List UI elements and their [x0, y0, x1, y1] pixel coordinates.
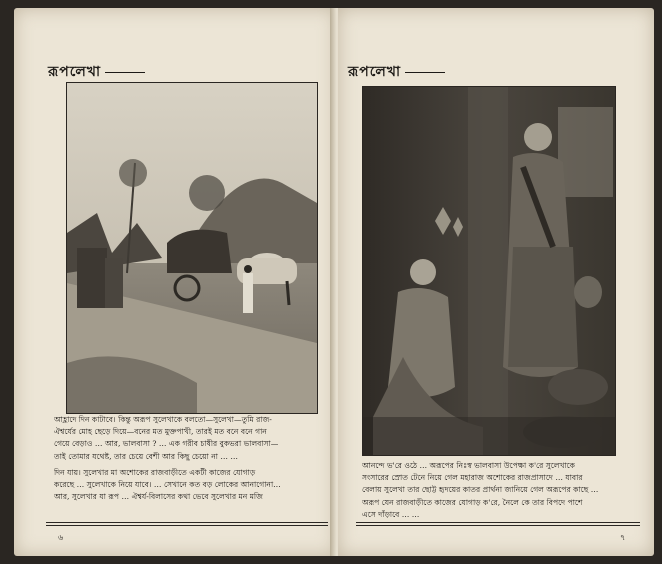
page-number: ৭ [620, 533, 626, 542]
footer-rule [356, 522, 640, 526]
left-page [14, 8, 336, 556]
caption-line: অরূপ যেন রাজবাড়ীতে কাজের যোগাড় ক'রে, নৈলে কে তার বিপদে পাশে [362, 497, 583, 507]
caption-line: তাই তোমার যথেষ্ট, তার চেয়ে বেশী আর কিছু চেয়ো না … … [54, 451, 238, 461]
page-header: রূপলেখা [348, 60, 445, 84]
page-header: রূপলেখা [48, 60, 145, 84]
caption-line: করেছে … সুলেখাকে নিয়ে যাবে। … সেখানে কত বড় লোকের আনাগোনা… [54, 480, 281, 490]
caption-line: আহ্লাদে দিন কাটাবে। কিন্তু অরূপ সুলেখাকে বলতো—সুলেখা—তুমি রাজ- [54, 415, 272, 424]
page-number: ৬ [58, 533, 64, 542]
caption-line: সংসারের স্রোত টেনে নিয়ে গেল মহারাজ অশোকের রাজপ্রাসাদে … যাবার [362, 473, 583, 483]
right-caption [362, 460, 640, 521]
caption-line: আনন্দে ভ'রে ওঠে … অরূপের নিঃস্ব ভালবাসা উপেক্ষা ক'রে সুলেখাকে [362, 461, 575, 470]
caption-line: ঐশ্বর্যের মোহ ছেড়ে দিয়ে—বনের মত মুক্তপাখী, তারই মত বনে বনে গান [54, 427, 267, 437]
caption-line: আর, সুলেখার যা রূপ … ঐশ্বর্য-বিলাসের কথা ভেবে সুলেখার মন মজি [54, 492, 263, 502]
photo-two-women-scene [362, 86, 616, 456]
photo-ox-cart-scene [66, 82, 318, 414]
right-page [338, 8, 654, 556]
caption-line: গেয়ে বেড়াও … আর, ভালবাসা ? … এক গরীব চাষীর বুকভরা ভালবাসা— [54, 439, 279, 449]
caption-line: বেলায় সুলেখা তার ছোট্ট হৃদয়ের কাতর প্রার্থনা জানিয়ে গেল অরূপের কাছে … [362, 485, 599, 495]
footer-rule [46, 522, 328, 526]
caption-line: এসে দাঁড়াবে … … [362, 509, 420, 519]
left-caption [54, 414, 332, 503]
caption-line: দিন যায়। সুলেখার মা অশোকের রাজবাড়ীতে একটী কাজের যোগাড় [54, 467, 256, 477]
